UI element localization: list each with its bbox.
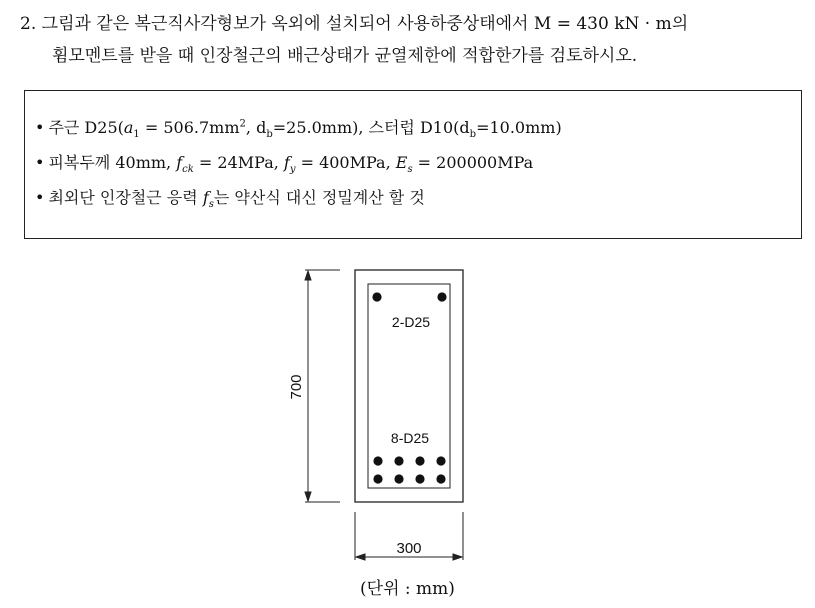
fs-symbol: f <box>202 188 209 207</box>
question-line-2: 휨모멘트를 받을 때 인장철근의 배근상태가 균열제한에 적합한가를 검토하시오. <box>52 46 638 66</box>
top-bars <box>372 292 446 301</box>
fy-value: = 400MPa, <box>295 153 396 172</box>
rebar-bottom <box>373 474 382 483</box>
top-bar-label: 2-D25 <box>391 314 431 330</box>
area-symbol: a <box>123 118 134 137</box>
question-line-1-text: 그림과 같은 복근직사각형보가 옥외에 설치되어 사용하중상태에서 M = 430 kN · m의 <box>41 14 689 34</box>
fck-symbol: f <box>176 153 183 172</box>
es-subscript: s <box>407 164 413 176</box>
height-dimension-line <box>305 270 340 502</box>
rebar-bottom <box>436 456 445 465</box>
db2-subscript: b <box>469 129 477 141</box>
rebar-bottom <box>415 474 424 483</box>
bullet: • <box>35 188 45 207</box>
bottom-bar-label: 8-D25 <box>390 430 430 446</box>
rebar-bottom <box>394 456 403 465</box>
db-text: , d <box>245 118 267 137</box>
area-superscript: 2 <box>239 118 246 130</box>
rebar-top <box>372 292 381 301</box>
rebar-bottom <box>373 456 382 465</box>
rebar-bottom <box>394 474 403 483</box>
width-dimension-label: 300 <box>396 540 422 557</box>
rebar-bottom <box>415 456 424 465</box>
unit-note: (단위 : mm) <box>360 579 455 599</box>
db2-value: =10.0mm) <box>476 118 562 137</box>
condition-rebar-prefix: 주근 D25( <box>48 118 124 137</box>
bullet: • <box>35 153 45 172</box>
fy-subscript: y <box>289 164 296 176</box>
stress-suffix: 는 약산식 대신 정밀계산 할 것 <box>213 188 425 207</box>
es-value: = 200000MPa <box>412 153 534 172</box>
area-subscript: 1 <box>133 129 140 141</box>
rebar-bottom <box>436 474 445 483</box>
beam-outline <box>355 270 463 502</box>
bullet: • <box>35 118 45 137</box>
db-subscript: b <box>266 129 273 141</box>
fy-symbol: f <box>283 153 290 172</box>
area-value: = 506.7mm <box>139 118 240 137</box>
stress-prefix: 최외단 인장철근 응력 <box>48 188 203 207</box>
fck-value: = 24MPa, <box>193 153 284 172</box>
es-symbol: E <box>395 153 408 172</box>
question-number: 2. <box>20 14 37 34</box>
rebar-top <box>437 292 446 301</box>
fck-subscript: ck <box>182 164 194 176</box>
bottom-bars <box>373 456 445 483</box>
height-dimension-label: 700 <box>288 374 305 400</box>
fs-subscript: s <box>208 199 214 211</box>
cover-text: 피복두께 40mm, <box>48 153 177 172</box>
db-value: =25.0mm), 스터럽 D10(d <box>272 118 470 137</box>
